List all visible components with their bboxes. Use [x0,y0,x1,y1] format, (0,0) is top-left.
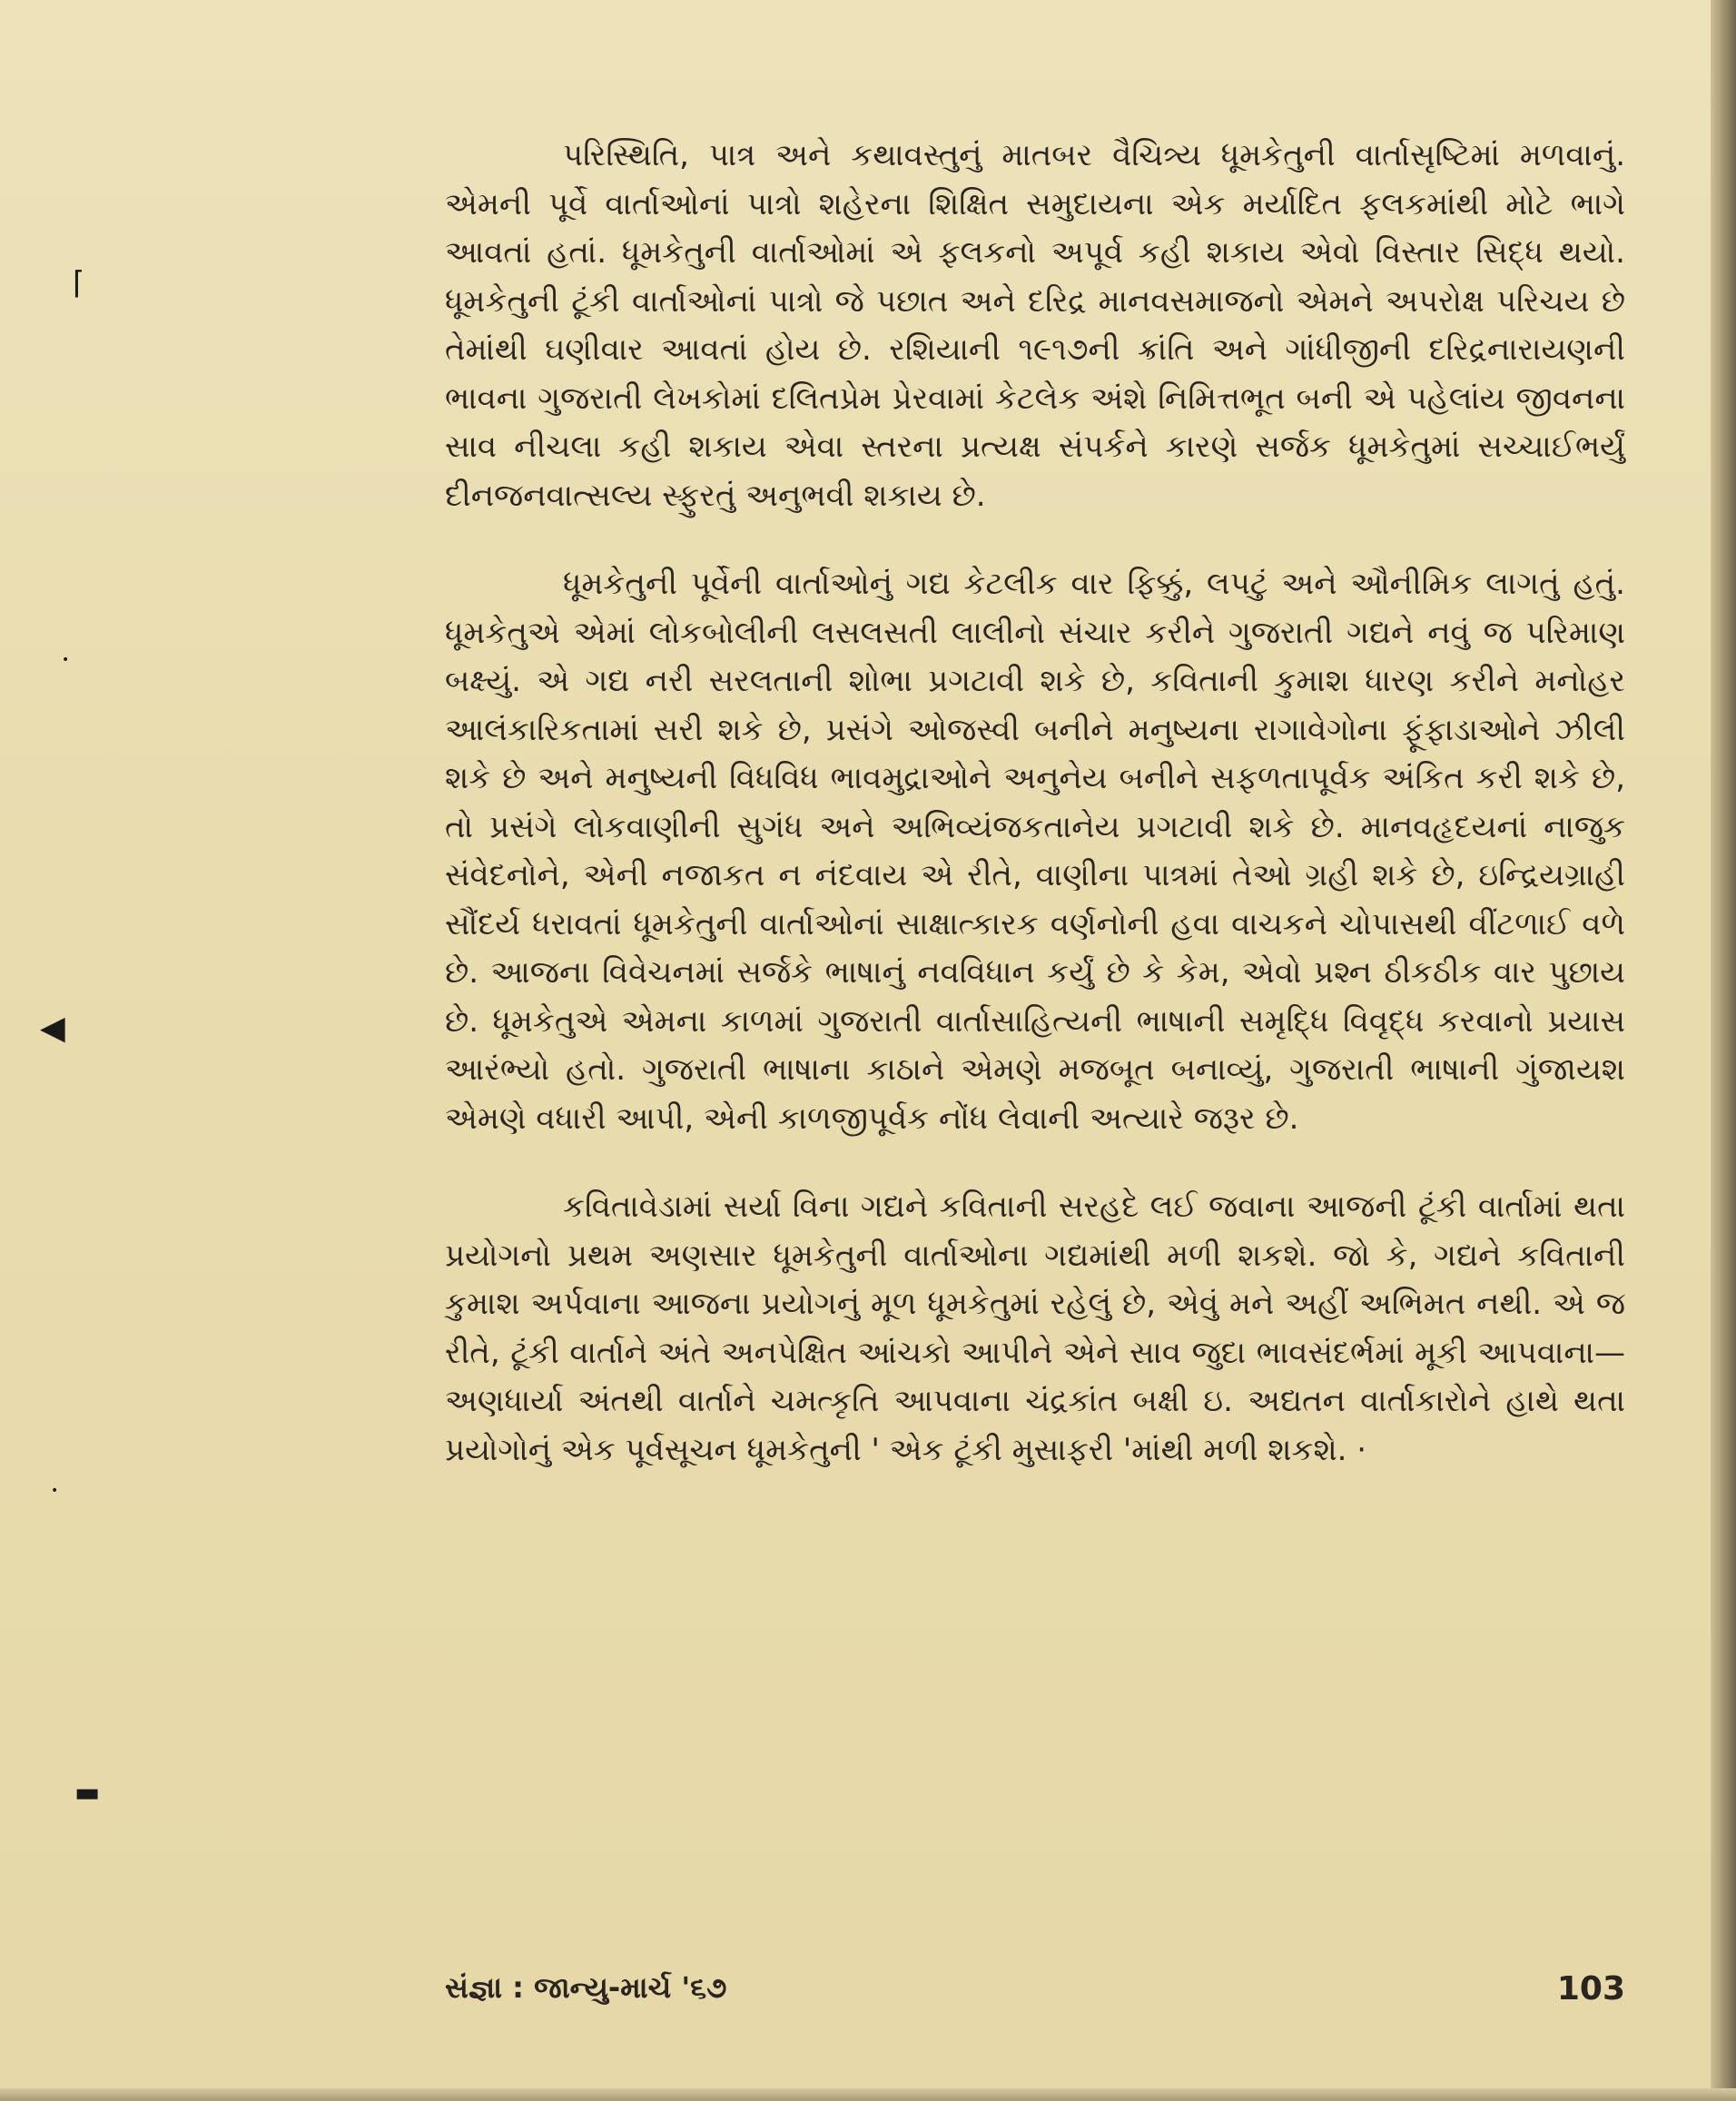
page-footer [445,1970,1625,2016]
margin-dot: • [62,653,70,667]
page-edge-shadow [1711,0,1736,2101]
paragraph-3: કવિતાવેડામાં સર્યા વિના ગદ્યને કવિતાની સરહદે લઈ જવાના આજની ટૂંકી વાર્તામાં થતા પ્રયોગનો પ્રથમ અણસાર ધૂમકેતુની વાર્તાઓના ગદ્યમાંથી મળી શકશે. જો કે, ગદ્યને કવિતાની કુમાશ અર્પવાના આજના પ્રયોગનું મૂળ ધૂમકેતુમાં રહેલું છે, એવું મને અહીં અભિમત નથી. એ જ રીતે, ટૂંકી વાર્તાને અંતે અનપેક્ષિત આંચકો આપીને એને સાવ જુદા ભાવસંદર્ભમાં મૂકી આપવાના— અણધાર્યા અંતથી વાર્તાને ચમત્કૃતિ આપવાના ચંદ્રકાંત બક્ષી ઇ. અદ્યતન વાર્તાકારોને હાથે થતા પ્રયોગોનું એક પૂર્વસૂચન ધૂમકેતુની ' એક ટૂંકી મુસાફરી 'માંથી મળી શકશે. · [445,1189,1625,1468]
margin-dot: • [51,1484,59,1498]
body-text [445,132,1625,1475]
page-number: 103 [1556,1970,1625,2007]
margin-mark: ▬ [74,1777,101,1809]
margin-mark: ⌈ [73,265,85,301]
paragraph-1: પરિસ્થિતિ, પાત્ર અને કથાવસ્તુનું માતબર વૈચિત્ર્ય ધૂમકેતુની વાર્તાસૃષ્ટિમાં મળવાનું. એમની પૂર્વે વાર્તાઓનાં પાત્રો શહેરના શિક્ષિત સમુદાયના એક મર્યાદિત ફલકમાંથી મોટે ભાગે આવતાં હતાં. ધૂમકેતુની વાર્તાઓમાં એ ફલકનો અપૂર્વ કહી શકાય એવો વિસ્તાર સિદ્ધ થયો. ધૂમકેતુની ટૂંકી વાર્તાઓનાં પાત્રો જે પછાત અને દરિદ્ર માનવસમાજનો એમને અપરોક્ષ પરિચય છે તેમાંથી ઘણીવાર આવતાં હોય છે. રશિયાની ૧૯૧૭ની ક્રાંતિ અને ગાંધીજીની દરિદ્રનારાયણની ભાવના ગુજરાતી લેખકોમાં દલિતપ્રેમ પ્રેરવામાં કેટલેક અંશે નિમિત્તભૂત બની એ પહેલાંય જીવનના સાવ નીચલા કહી શકાય એવા સ્તરના પ્રત્યક્ષ સંપર્કને કારણે સર્જક ધૂમકેતુમાં સચ્ચાઈભર્યું દીનજનવાત્સલ્ય સ્ફુરતું અનુભવી શકાય છે. [445,137,1625,514]
margin-arrow-mark: ◀ [40,1010,65,1047]
paragraph-2: ધૂમકેતુની પૂર્વેની વાર્તાઓનું ગદ્ય કેટલીક વાર ફિક્કું, લપટું અને ઔનીમિક લાગતું હતું. ધૂમકેતુએ એમાં લોકબોલીની લસલસતી લાલીનો સંચાર કરીને ગુજરાતી ગદ્યને નવું જ પરિમાણ બક્ષ્યું. એ ગદ્ય નરી સરલતાની શોભા પ્રગટાવી શકે છે, કવિતાની કુમાશ ધારણ કરીને મનોહર આલંકારિકતામાં સરી શકે છે, પ્રસંગે ઓજસ્વી બનીને મનુષ્યના રાગાવેગોના ફૂંફાડાઓને ઝીલી શકે છે અને મનુષ્યની વિધવિધ ભાવમુદ્રાઓને અનુનેય બનીને સફળતાપૂર્વક અંકિત કરી શકે છે, તો પ્રસંગે લોકવાણીની સુગંધ અને અભિવ્યંજકતાનેય પ્રગટાવી શકે છે. માનવહૃદયનાં નાજુક સંવેદનોને, એની નજાકત ન નંદવાય એ રીતે, વાણીના પાત્રમાં તેઓ ગ્રહી શકે છે, ઇન્દ્રિયગ્રાહી સૌંદર્ય ધરાવતાં ધૂમકેતુની વાર્તાઓનાં સાક્ષાત્કારક વર્ણનોની હવા વાચકને ચોપાસથી વીંટળાઈ વળે છે. આજના વિવેચનમાં સર્જકે ભાષાનું નવવિધાન કર્યું છે કે કેમ, એવો પ્રશ્ન ઠીકઠીક વાર પુછાય છે. ધૂમકેતુએ એમના કાળમાં ગુજરાતી વાર્તાસાહિત્યની ભાષાની સમૃદ્ધિ વિવૃદ્ધ કરવાનો પ્રયાસ આરંભ્યો હતો. ગુજરાતી ભાષાના કાઠાને એમણે મજબૂત બનાવ્યું, ગુજરાતી ભાષાની ગુંજાયશ એમણે વધારી આપી, એની કાળજીપૂર્વક નોંધ લેવાની અત્યારે જરૂર છે. [445,566,1625,1137]
journal-issue-label: સંજ્ઞા : જાન્યુ-માર્ચ '૬૭ [445,1970,727,2005]
page-bottom-edge [0,2088,1736,2101]
